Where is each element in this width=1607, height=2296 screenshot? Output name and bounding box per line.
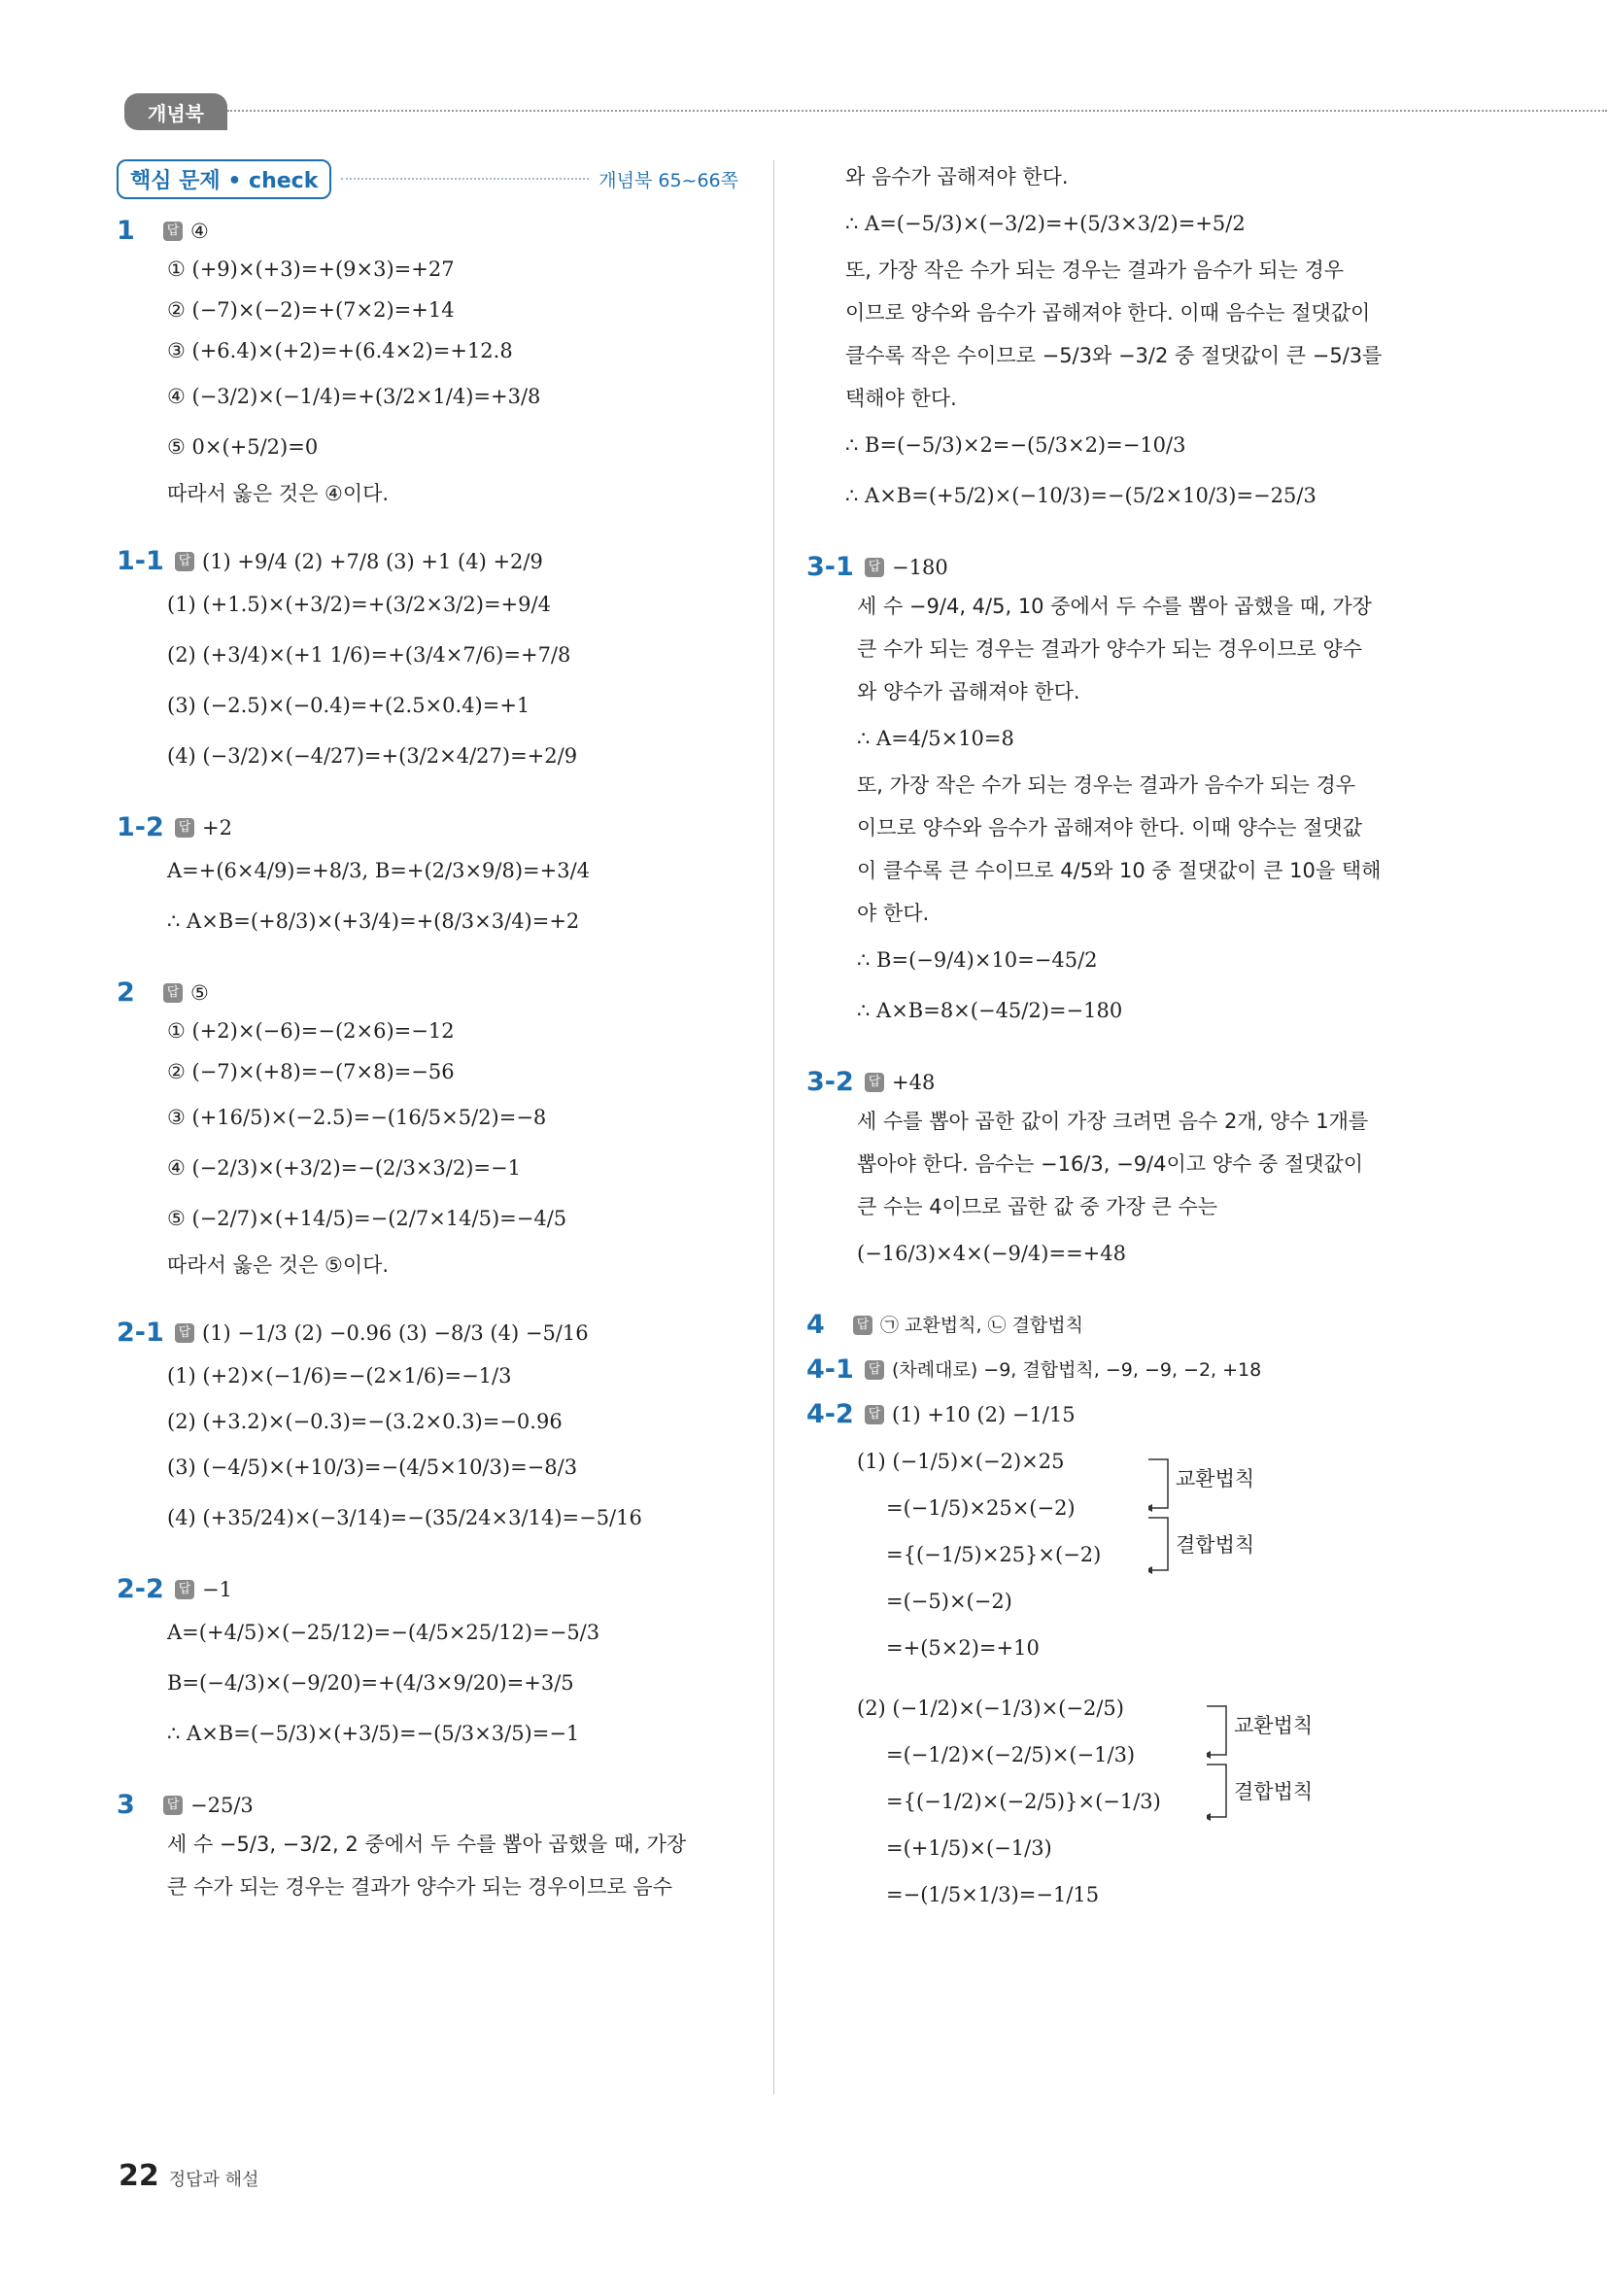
- problem-number: 2: [117, 977, 135, 1008]
- check-dots: [341, 178, 589, 180]
- solution-line: =(+1/5)×(−1/3): [886, 1836, 1052, 1860]
- solution-line: 세 수 −9/4, 4/5, 10 중에서 두 수를 뽑아 곱했을 때, 가장: [857, 595, 1372, 618]
- problem-number: 3-1: [806, 552, 854, 582]
- solution-line: 야 한다.: [857, 902, 930, 925]
- answer: +2: [202, 816, 232, 840]
- answer-badge: 답: [163, 222, 183, 241]
- solution-line: 이므로 양수와 음수가 곱해져야 한다. 이때 음수는 절댓값이: [845, 301, 1371, 325]
- answer: (1) −1/3 (2) −0.96 (3) −8/3 (4) −5/16: [202, 1321, 589, 1345]
- answer-badge: 답: [865, 558, 884, 577]
- solution-line: 세 수를 뽑아 곱한 값이 가장 크려면 음수 2개, 양수 1개를: [857, 1110, 1369, 1133]
- answer: ⑤: [190, 981, 209, 1005]
- solution-line: ∴ A=(−5/3)×(−3/2)=+(5/3×3/2)=+5/2: [845, 212, 1246, 235]
- problem-number: 4-2: [806, 1399, 854, 1429]
- solution-line: ② (−7)×(+8)=−(7×8)=−56: [167, 1060, 455, 1083]
- answer-badge: 답: [163, 983, 183, 1003]
- problem-1: [117, 214, 738, 515]
- solution-line: (3) (−2.5)×(−0.4)=+(2.5×0.4)=+1: [167, 694, 530, 717]
- solution-line: (1) (+1.5)×(+3/2)=+(3/2×3/2)=+9/4: [167, 593, 551, 616]
- page-footer: [119, 2159, 258, 2193]
- problem-3-continued: [795, 155, 1438, 521]
- answer: ㉠ 교환법칙, ㉡ 결합법칙: [880, 1315, 1083, 1336]
- problem-number: 4: [806, 1310, 825, 1340]
- solution-line: 이 클수록 큰 수이므로 4/5와 10 중 절댓값이 큰 10을 택해: [857, 859, 1382, 882]
- problem-2-2: [117, 1572, 738, 1759]
- solution-line: ∴ A×B=(−5/3)×(+3/5)=−(5/3×3/5)=−1: [167, 1722, 580, 1745]
- solution-line: 이므로 양수와 음수가 곱해져야 한다. 이때 양수는 절댓값: [857, 816, 1362, 840]
- solution-line: (2) (−1/2)×(−1/3)×(−2/5): [857, 1696, 1124, 1720]
- answer-badge: 답: [175, 1323, 194, 1343]
- problem-3-1: [806, 550, 1438, 1036]
- solution-line: ⑤ 0×(+5/2)=0: [167, 435, 319, 459]
- problem-4: [806, 1308, 1438, 1343]
- solution-line: (1) (−1/5)×(−2)×25: [857, 1450, 1065, 1473]
- solution-line: 따라서 옳은 것은 ⑤이다.: [167, 1253, 390, 1277]
- answer-badge: 답: [865, 1405, 884, 1424]
- solution-line: A=(+4/5)×(−25/12)=−(4/5×25/12)=−5/3: [167, 1621, 600, 1644]
- answer-badge: 답: [865, 1360, 884, 1380]
- answer: (1) +10 (2) −1/15: [892, 1403, 1076, 1426]
- solution-line: ∴ A×B=(+5/2)×(−10/3)=−(5/2×10/3)=−25/3: [845, 484, 1316, 507]
- solution-line: ① (+2)×(−6)=−(2×6)=−12: [167, 1019, 455, 1043]
- problem-1-1: [117, 544, 738, 781]
- answer: (1) +9/4 (2) +7/8 (3) +1 (4) +2/9: [202, 550, 543, 573]
- solution-line: ∴ B=(−9/4)×10=−45/2: [857, 948, 1098, 972]
- solution-line: A=+(6×4/9)=+8/3, B=+(2/3×9/8)=+3/4: [167, 859, 591, 882]
- check-ref: 개념북 65~66쪽: [598, 169, 738, 191]
- solution-line: 뽑아야 한다. 음수는 −16/3, −9/4이고 양수 중 절댓값이: [857, 1152, 1364, 1176]
- solution-line: =−(1/5×1/3)=−1/15: [886, 1883, 1100, 1906]
- solution-line: ③ (+16/5)×(−2.5)=−(16/5×5/2)=−8: [167, 1106, 547, 1129]
- solution-line: 와 음수가 곱해져야 한다.: [845, 165, 1069, 188]
- solution-line: B=(−4/3)×(−9/20)=+(4/3×9/20)=+3/5: [167, 1671, 574, 1695]
- problem-2-1: [117, 1316, 738, 1543]
- answer: +48: [892, 1071, 936, 1094]
- solution-line: ④ (−3/2)×(−1/4)=+(3/2×1/4)=+3/8: [167, 385, 541, 408]
- problem-1-2: [117, 810, 738, 946]
- answer: −180: [892, 556, 948, 579]
- column-divider: [773, 160, 774, 2094]
- answer-badge: 답: [163, 1796, 183, 1815]
- solution-line: =+(5×2)=+10: [886, 1636, 1040, 1660]
- solution-line: ∴ B=(−5/3)×2=−(5/3×2)=−10/3: [845, 433, 1186, 457]
- solution-line: =(−1/5)×25×(−2): [886, 1496, 1076, 1520]
- solution-line: ③ (+6.4)×(+2)=+(6.4×2)=+12.8: [167, 339, 513, 362]
- bracket-block-2: [857, 1685, 1438, 1918]
- footer-title: 정답과 해설: [168, 2170, 259, 2190]
- swap-label: 교환법칙: [1234, 1714, 1314, 1737]
- answer-badge: 답: [175, 1580, 194, 1599]
- problem-number: 3: [117, 1790, 135, 1820]
- page-number: 22: [119, 2159, 159, 2193]
- solution-line: 와 양수가 곱해져야 한다.: [857, 680, 1080, 703]
- answer-badge: 답: [175, 552, 194, 571]
- problem-number: 1: [117, 216, 135, 246]
- solution-line: =(−1/2)×(−2/5)×(−1/3): [886, 1743, 1136, 1766]
- solution-line: (2) (+3.2)×(−0.3)=−(3.2×0.3)=−0.96: [167, 1410, 563, 1433]
- problem-number: 3-2: [806, 1067, 854, 1097]
- solution-line: 또, 가장 작은 수가 되는 경우는 결과가 음수가 되는 경우: [845, 258, 1345, 282]
- problem-number: 4-1: [806, 1354, 854, 1385]
- answer: −25/3: [190, 1794, 254, 1817]
- solution-line: ⑤ (−2/7)×(+14/5)=−(2/7×14/5)=−4/5: [167, 1207, 567, 1230]
- check-title: 핵심 문제 • check: [117, 159, 331, 199]
- solution-line: 큰 수는 4이므로 곱한 값 중 가장 큰 수는: [857, 1195, 1218, 1218]
- solution-line: ② (−7)×(−2)=+(7×2)=+14: [167, 298, 455, 322]
- problem-number: 1-1: [117, 546, 164, 576]
- answer: ④: [190, 220, 209, 243]
- left-column: [117, 155, 738, 1937]
- book-tab-label: 개념북: [148, 101, 204, 125]
- answer-badge: 답: [853, 1316, 872, 1335]
- answer-badge: 답: [865, 1073, 884, 1092]
- solution-line: 따라서 옳은 것은 ④이다.: [167, 482, 390, 505]
- solution-line: ={(−1/5)×25}×(−2): [886, 1543, 1102, 1566]
- problem-number: 2-1: [117, 1318, 164, 1348]
- check-header: [117, 157, 738, 200]
- problem-number: 1-2: [117, 812, 164, 842]
- solution-line: 큰 수가 되는 경우는 결과가 양수가 되는 경우이므로 양수: [857, 637, 1362, 661]
- solution-line: 또, 가장 작은 수가 되는 경우는 결과가 음수가 되는 경우: [857, 773, 1356, 797]
- solution-line: (3) (−4/5)×(+10/3)=−(4/5×10/3)=−8/3: [167, 1456, 578, 1479]
- swap-label: 교환법칙: [1176, 1467, 1255, 1491]
- assoc-label: 결합법칙: [1234, 1780, 1314, 1803]
- solution-line: (2) (+3/4)×(+1 1/6)=+(3/4×7/6)=+7/8: [167, 643, 571, 667]
- right-column: [806, 155, 1438, 1947]
- solution-line: 세 수 −5/3, −3/2, 2 중에서 두 수를 뽑아 곱했을 때, 가장: [167, 1833, 687, 1856]
- solution-line: (1) (+2)×(−1/6)=−(2×1/6)=−1/3: [167, 1364, 512, 1388]
- assoc-label: 결합법칙: [1176, 1533, 1255, 1557]
- solution-line: ={(−1/2)×(−2/5)}×(−1/3): [886, 1790, 1161, 1813]
- solution-line: (−16/3)×4×(−9/4)==+48: [857, 1242, 1126, 1265]
- solution-line: 클수록 작은 수이므로 −5/3와 −3/2 중 절댓값이 큰 −5/3를: [845, 344, 1383, 367]
- header-rule: [227, 110, 1607, 112]
- solution-line: ① (+9)×(+3)=+(9×3)=+27: [167, 257, 455, 281]
- problem-2: [117, 976, 738, 1286]
- solution-line: =(−5)×(−2): [886, 1590, 1012, 1613]
- solution-line: ∴ A×B=8×(−45/2)=−180: [857, 999, 1123, 1022]
- problem-number: 2-2: [117, 1574, 164, 1604]
- solution-line: (4) (+35/24)×(−3/14)=−(35/24×3/14)=−5/16: [167, 1506, 642, 1529]
- solution-line: ∴ A×B=(+8/3)×(+3/4)=+(8/3×3/4)=+2: [167, 909, 580, 933]
- answer: (차례대로) −9, 결합법칙, −9, −9, −2, +18: [892, 1359, 1262, 1381]
- answer-badge: 답: [175, 818, 194, 838]
- problem-3: [117, 1788, 738, 1908]
- solution-line: 큰 수가 되는 경우는 결과가 양수가 되는 경우이므로 음수: [167, 1875, 672, 1899]
- bracket-block-1: [857, 1438, 1438, 1671]
- solution-line: ④ (−2/3)×(+3/2)=−(2/3×3/2)=−1: [167, 1156, 521, 1180]
- solution-line: ∴ A=4/5×10=8: [857, 727, 1014, 750]
- problem-4-2: [806, 1397, 1438, 1918]
- answer: −1: [202, 1578, 232, 1601]
- solution-line: (4) (−3/2)×(−4/27)=+(3/2×4/27)=+2/9: [167, 744, 578, 768]
- solution-line: 택해야 한다.: [845, 387, 957, 410]
- problem-3-2: [806, 1065, 1438, 1279]
- problem-4-1: [806, 1353, 1438, 1388]
- book-tab: [124, 93, 227, 130]
